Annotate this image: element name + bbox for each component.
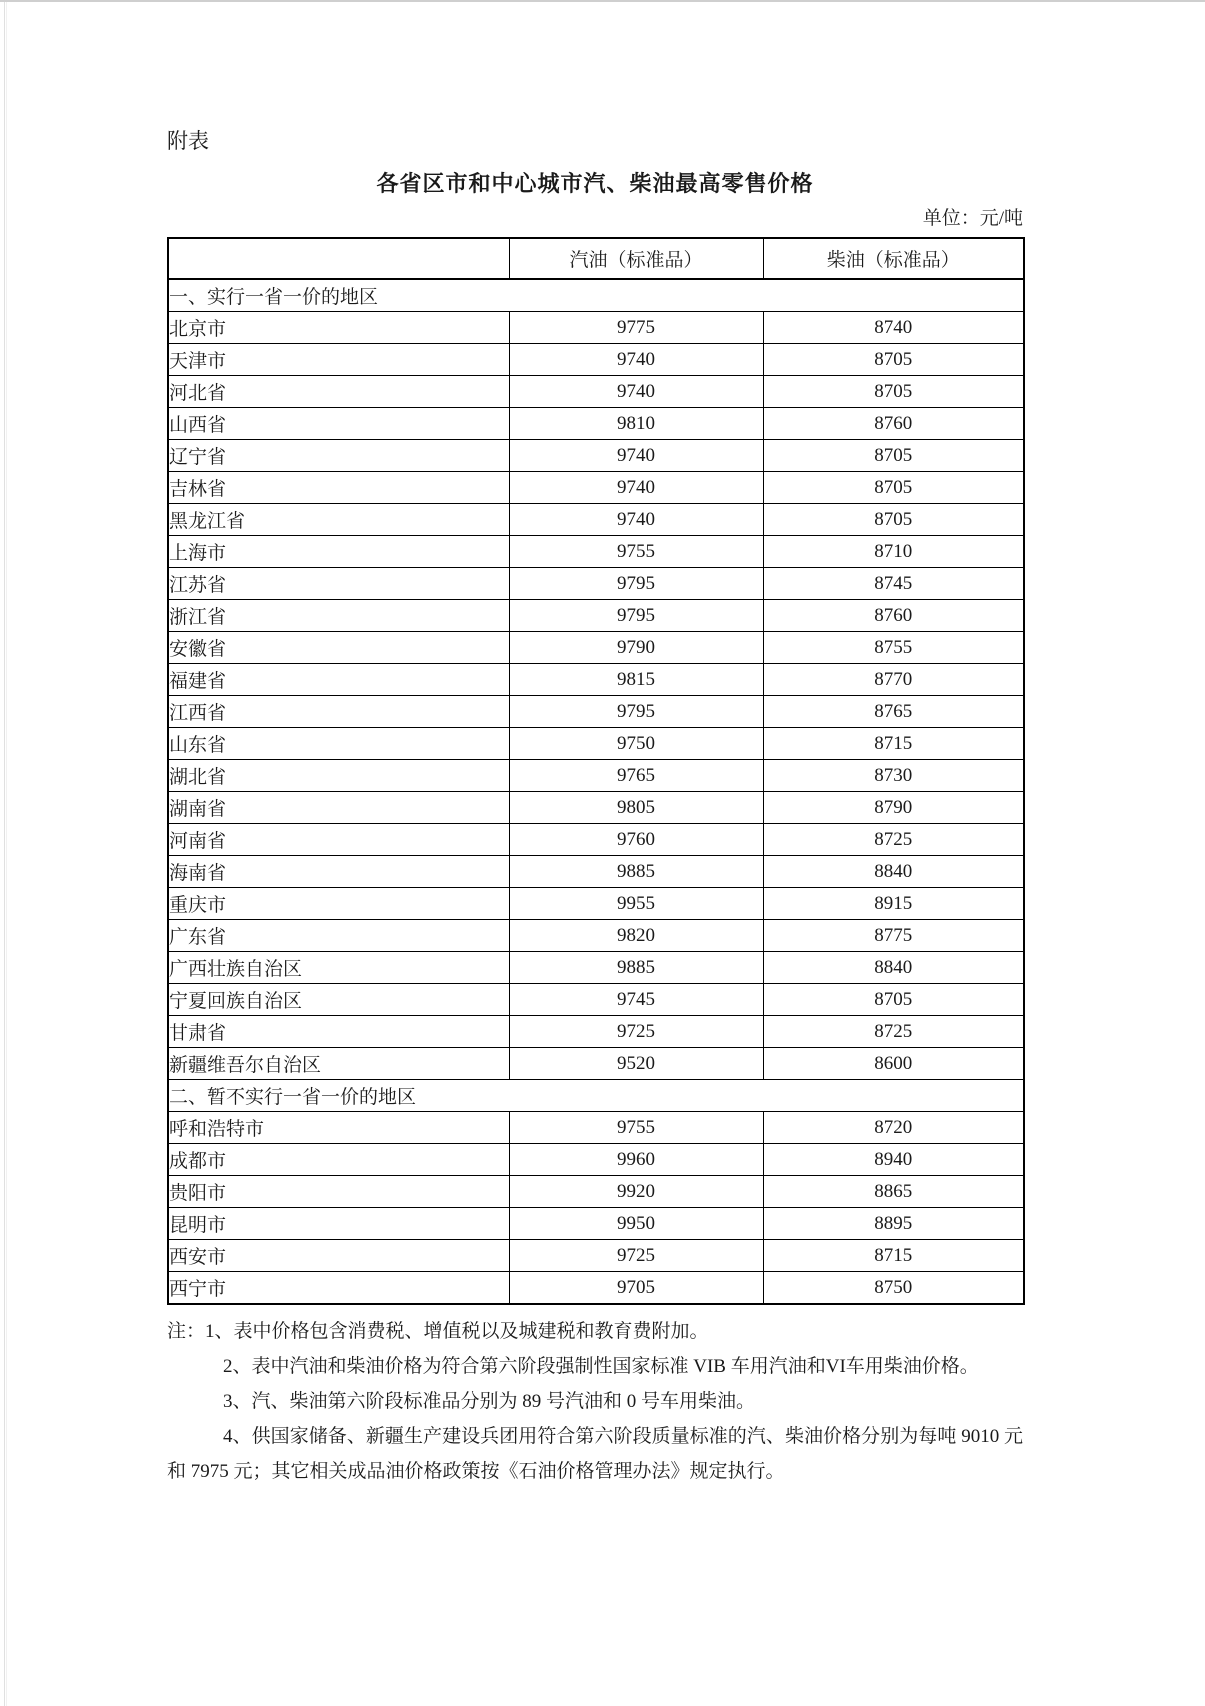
gasoline-price-cell: 9950 — [509, 1208, 763, 1240]
region-cell: 辽宁省 — [168, 440, 509, 472]
diesel-price-cell: 8740 — [763, 312, 1024, 344]
diesel-price-cell: 8730 — [763, 760, 1024, 792]
price-table — [167, 237, 1025, 1305]
diesel-price-cell: 8715 — [763, 1240, 1024, 1272]
gasoline-price-cell: 9955 — [509, 888, 763, 920]
notes-block — [167, 1314, 1023, 1489]
region-cell: 河北省 — [168, 376, 509, 408]
gasoline-price-cell: 9745 — [509, 984, 763, 1016]
diesel-price-cell: 8745 — [763, 568, 1024, 600]
gasoline-price-cell: 9750 — [509, 728, 763, 760]
diesel-price-cell: 8895 — [763, 1208, 1024, 1240]
region-cell: 西宁市 — [168, 1272, 509, 1305]
table-row — [168, 696, 1024, 728]
gasoline-price-cell: 9885 — [509, 952, 763, 984]
table-row — [168, 920, 1024, 952]
region-cell: 昆明市 — [168, 1208, 509, 1240]
table-row — [168, 1144, 1024, 1176]
table-row — [168, 664, 1024, 696]
table-row — [168, 792, 1024, 824]
note-4: 4、供国家储备、新疆生产建设兵团用符合第六阶段质量标准的汽、柴油价格分别为每吨 9010 元和 7975 元；其它相关成品油价格政策按《石油价格管理办法》规定执行。 — [167, 1426, 1023, 1482]
diesel-price-cell: 8750 — [763, 1272, 1024, 1305]
table-row — [168, 1112, 1024, 1144]
gasoline-price-cell: 9810 — [509, 408, 763, 440]
region-cell: 江苏省 — [168, 568, 509, 600]
appendix-label: 附表 — [167, 129, 209, 153]
diesel-price-cell: 8600 — [763, 1048, 1024, 1080]
region-cell: 成都市 — [168, 1144, 509, 1176]
gasoline-price-cell: 9725 — [509, 1016, 763, 1048]
region-cell: 海南省 — [168, 856, 509, 888]
document-page — [167, 0, 1023, 1489]
region-cell: 宁夏回族自治区 — [168, 984, 509, 1016]
region-cell: 广西壮族自治区 — [168, 952, 509, 984]
diesel-price-cell: 8775 — [763, 920, 1024, 952]
section-heading-row — [168, 279, 1024, 312]
table-row — [168, 728, 1024, 760]
gasoline-price-cell: 9885 — [509, 856, 763, 888]
diesel-price-cell: 8790 — [763, 792, 1024, 824]
gasoline-price-cell: 9520 — [509, 1048, 763, 1080]
gasoline-price-cell: 9760 — [509, 824, 763, 856]
gasoline-price-cell: 9790 — [509, 632, 763, 664]
gasoline-price-cell: 9920 — [509, 1176, 763, 1208]
diesel-price-cell: 8710 — [763, 536, 1024, 568]
gasoline-price-cell: 9725 — [509, 1240, 763, 1272]
unit-label: 单位：元/吨 — [922, 208, 1023, 229]
table-row — [168, 952, 1024, 984]
gasoline-price-cell: 9765 — [509, 760, 763, 792]
page-left-edge — [4, 2, 5, 1706]
gasoline-price-cell: 9805 — [509, 792, 763, 824]
table-row — [168, 504, 1024, 536]
note-1: 注：1、表中价格包含消费税、增值税以及城建税和教育费附加。 — [167, 1321, 709, 1342]
table-row — [168, 376, 1024, 408]
gasoline-price-cell: 9795 — [509, 600, 763, 632]
gasoline-price-cell: 9740 — [509, 504, 763, 536]
note-2: 2、表中汽油和柴油价格为符合第六阶段强制性国家标准 VIB 车用汽油和VI车用柴油价格。 — [223, 1356, 979, 1377]
diesel-price-cell: 8705 — [763, 472, 1024, 504]
diesel-price-cell: 8760 — [763, 600, 1024, 632]
section-heading: 一、实行一省一价的地区 — [168, 279, 1024, 312]
diesel-price-cell: 8915 — [763, 888, 1024, 920]
table-row — [168, 1272, 1024, 1305]
table-row — [168, 536, 1024, 568]
table-row — [168, 1048, 1024, 1080]
diesel-price-cell: 8705 — [763, 984, 1024, 1016]
diesel-price-cell: 8940 — [763, 1144, 1024, 1176]
diesel-price-cell: 8715 — [763, 728, 1024, 760]
diesel-price-cell: 8725 — [763, 1016, 1024, 1048]
table-row — [168, 760, 1024, 792]
table-row — [168, 472, 1024, 504]
gasoline-price-cell: 9775 — [509, 312, 763, 344]
table-row — [168, 888, 1024, 920]
gasoline-price-cell: 9740 — [509, 344, 763, 376]
region-cell: 天津市 — [168, 344, 509, 376]
diesel-price-cell: 8755 — [763, 632, 1024, 664]
table-header-row — [168, 238, 1024, 279]
table-row — [168, 1208, 1024, 1240]
gasoline-price-cell: 9795 — [509, 568, 763, 600]
note-3: 3、汽、柴油第六阶段标准品分别为 89 号汽油和 0 号车用柴油。 — [223, 1391, 756, 1412]
gasoline-price-cell: 9795 — [509, 696, 763, 728]
region-cell: 上海市 — [168, 536, 509, 568]
table-row — [168, 824, 1024, 856]
region-cell: 福建省 — [168, 664, 509, 696]
table-row — [168, 408, 1024, 440]
table-row — [168, 1176, 1024, 1208]
gasoline-price-cell: 9960 — [509, 1144, 763, 1176]
region-cell: 贵阳市 — [168, 1176, 509, 1208]
region-cell: 山西省 — [168, 408, 509, 440]
diesel-price-cell: 8840 — [763, 952, 1024, 984]
diesel-price-cell: 8770 — [763, 664, 1024, 696]
region-cell: 吉林省 — [168, 472, 509, 504]
table-row — [168, 600, 1024, 632]
table-row — [168, 440, 1024, 472]
region-cell: 西安市 — [168, 1240, 509, 1272]
diesel-price-cell: 8705 — [763, 440, 1024, 472]
diesel-price-cell: 8760 — [763, 408, 1024, 440]
region-cell: 浙江省 — [168, 600, 509, 632]
table-row — [168, 344, 1024, 376]
region-cell: 湖南省 — [168, 792, 509, 824]
table-row — [168, 984, 1024, 1016]
section-heading-row — [168, 1080, 1024, 1112]
diesel-price-cell: 8705 — [763, 376, 1024, 408]
table-row — [168, 1240, 1024, 1272]
diesel-price-cell: 8840 — [763, 856, 1024, 888]
table-row — [168, 1016, 1024, 1048]
region-cell: 山东省 — [168, 728, 509, 760]
region-cell: 黑龙江省 — [168, 504, 509, 536]
region-cell: 北京市 — [168, 312, 509, 344]
region-cell: 河南省 — [168, 824, 509, 856]
region-cell: 新疆维吾尔自治区 — [168, 1048, 509, 1080]
gasoline-price-cell: 9755 — [509, 1112, 763, 1144]
table-row — [168, 632, 1024, 664]
page-title: 各省区市和中心城市汽、柴油最高零售价格 — [376, 171, 814, 196]
region-cell: 呼和浩特市 — [168, 1112, 509, 1144]
gasoline-price-cell: 9755 — [509, 536, 763, 568]
diesel-price-cell: 8725 — [763, 824, 1024, 856]
gasoline-price-cell: 9740 — [509, 376, 763, 408]
gasoline-price-cell: 9815 — [509, 664, 763, 696]
table-row — [168, 312, 1024, 344]
region-cell: 甘肃省 — [168, 1016, 509, 1048]
diesel-price-cell: 8865 — [763, 1176, 1024, 1208]
region-cell: 江西省 — [168, 696, 509, 728]
region-cell: 湖北省 — [168, 760, 509, 792]
header-gasoline-column: 汽油（标准品） — [509, 238, 763, 279]
diesel-price-cell: 8765 — [763, 696, 1024, 728]
region-cell: 重庆市 — [168, 888, 509, 920]
diesel-price-cell: 8720 — [763, 1112, 1024, 1144]
region-cell: 广东省 — [168, 920, 509, 952]
diesel-price-cell: 8705 — [763, 344, 1024, 376]
table-row — [168, 568, 1024, 600]
header-region-column — [168, 238, 509, 279]
gasoline-price-cell: 9705 — [509, 1272, 763, 1305]
gasoline-price-cell: 9740 — [509, 472, 763, 504]
section-heading: 二、暂不实行一省一价的地区 — [168, 1080, 1024, 1112]
header-diesel-column: 柴油（标准品） — [763, 238, 1024, 279]
gasoline-price-cell: 9820 — [509, 920, 763, 952]
diesel-price-cell: 8705 — [763, 504, 1024, 536]
gasoline-price-cell: 9740 — [509, 440, 763, 472]
page-left-edge-shadow — [6, 2, 7, 1706]
region-cell: 安徽省 — [168, 632, 509, 664]
table-row — [168, 856, 1024, 888]
